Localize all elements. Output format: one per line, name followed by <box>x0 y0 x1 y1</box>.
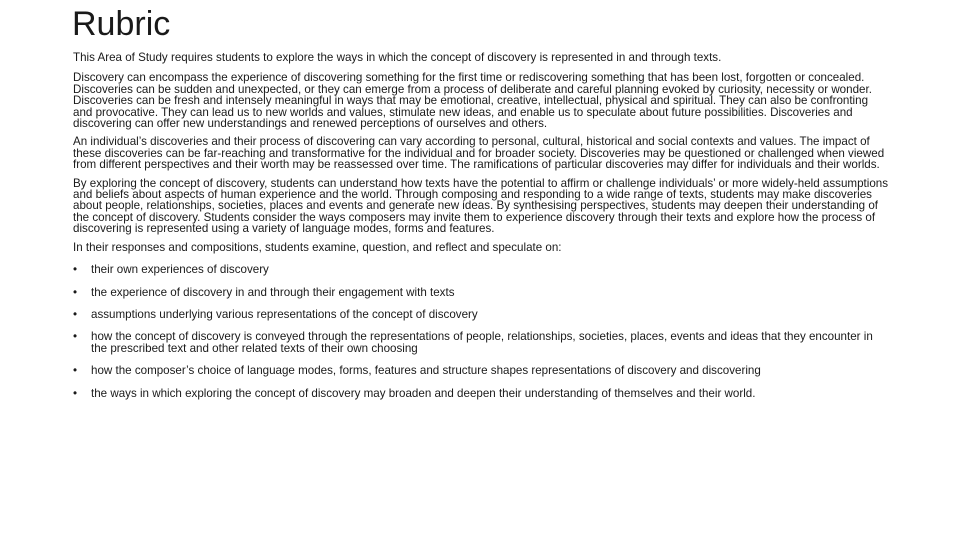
bullet-marker: • <box>73 364 78 378</box>
paragraph-individual-discoveries: An individual’s discoveries and their process of discovering can vary according to personal, cultural, historical and social contexts and values. The impact of these discoveries can be far-reaching and transformative for the individual and for broader society. Discoveries may be questioned or challenged when viewed from different perspectives and their worth may be reassessed over time. The ramifications of particular discoveries may differ for individuals and their worlds. <box>73 135 885 172</box>
bullet-marker: • <box>73 386 78 400</box>
page-title: Rubric <box>72 5 171 43</box>
paragraph-discovery-definition: Discovery can encompass the experience of discovering something for the first time or rediscovering something that has been lost, forgotten or concealed. Discoveries can be sudden and unexpected, or they can emerge from a process of deliberate and careful planning evoked by curiosity, necessity or wonder. Discoveries can be fresh and intensely meaningful in ways that may be emotional, creative, intellectual, physical and spiritual. They can also be confronting and provocative. They can lead us to new worlds and values, stimulate new ideas, and enable us to speculate about future possibilities. Discoveries and discovering can offer new understandings and renewed perceptions of ourselves and others. <box>73 71 872 131</box>
paragraph-exploring-concept: By exploring the concept of discovery, students can understand how texts have the potential to affirm or challenge individuals’ or more widely-held assumptions and beliefs about aspects of human experience and the world. Through composing and responding to a wide range of texts, students may make discoveries about people, relationships, societies, places and events and generate new ideas. By synthesising perspectives, students may deepen their understanding of the concept of discovery. Students consider the ways composers may invite them to experience discovery through their texts and explore how the process of discovering is represented using a variety of language modes, forms and features. <box>73 176 889 236</box>
list-item-text: assumptions underlying various representations of the concept of discovery <box>91 307 478 321</box>
bullet-marker: • <box>73 307 78 321</box>
paragraph-responses-lead: In their responses and compositions, students examine, question, and reflect and speculate on: <box>73 240 562 254</box>
list-item-text: how the composer’s choice of language modes, forms, features and structure shapes representations of discovery and discovering <box>91 364 761 378</box>
intro-paragraph: This Area of Study requires students to explore the ways in which the concept of discovery is represented in and through texts. <box>73 51 722 64</box>
bullet-marker: • <box>73 330 78 344</box>
list-item <box>73 365 889 376</box>
list-item <box>73 309 889 320</box>
list-item <box>73 388 889 399</box>
list-item-text: the experience of discovery in and through their engagement with texts <box>91 285 455 299</box>
list-item <box>73 264 889 275</box>
list-item <box>73 331 889 354</box>
bullet-marker: • <box>73 285 78 299</box>
bullet-marker: • <box>73 263 78 277</box>
bullet-list <box>73 264 889 399</box>
content-body <box>73 52 889 399</box>
list-item <box>73 287 889 298</box>
list-item-text: how the concept of discovery is conveyed through the representations of people, relationships, societies, places, events and ideas that they encounter in the prescribed text and other related texts of their own choosing <box>91 330 873 355</box>
list-item-text: the ways in which exploring the concept of discovery may broaden and deepen their understanding of themselves and their world. <box>91 386 756 400</box>
list-item-text: their own experiences of discovery <box>91 263 269 277</box>
